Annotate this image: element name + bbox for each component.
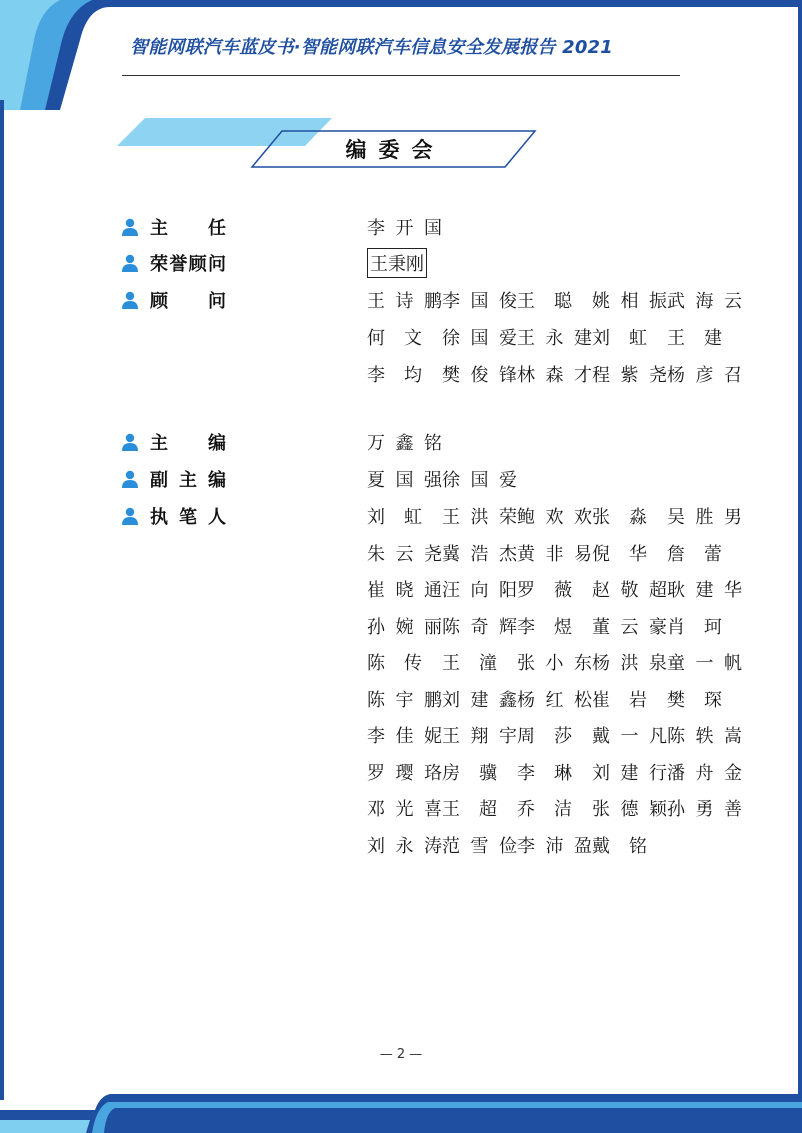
member-name: 陈 轶 嵩 — [667, 726, 742, 747]
names-line — [367, 613, 742, 639]
member-name: 黄 非 易 — [517, 544, 592, 565]
member-name: 万 鑫 铭 — [367, 433, 442, 454]
member-name: 李 佳 妮 — [367, 726, 442, 747]
role-label: 执 笔 人 — [150, 507, 226, 528]
member-name: 詹 蕾 — [667, 544, 722, 565]
member-name: 何 文 — [367, 328, 422, 349]
member-name: 童 一 帆 — [667, 653, 742, 674]
member-name: 鲍 欢 欢 — [517, 507, 592, 528]
member-name: 姚 相 振 — [592, 291, 667, 312]
header-rule — [122, 75, 680, 76]
name-gap — [422, 649, 442, 675]
member-name: 杨 洪 泉 — [592, 653, 667, 674]
member-name: 张 德 颖 — [592, 799, 667, 820]
member-name: 王 翔 宇 — [442, 726, 517, 747]
name-gap — [572, 759, 592, 785]
member-name: 樊 琛 — [667, 690, 722, 711]
section-title: 编委会 — [345, 138, 445, 162]
name-gap — [572, 795, 592, 821]
board-row — [122, 427, 442, 457]
member-name: 徐 国 爱 — [442, 328, 517, 349]
board-row — [122, 464, 517, 494]
name-gap — [647, 832, 667, 858]
member-name: 夏 国 强 — [367, 470, 442, 491]
name-gap — [572, 576, 592, 602]
name-gap — [722, 324, 742, 350]
member-name: 罗 璎 珞 — [367, 763, 442, 784]
role-label: 主 编 — [150, 433, 226, 454]
member-name: 耿 建 华 — [667, 580, 742, 601]
name-gap — [647, 324, 667, 350]
names-line — [367, 287, 742, 313]
name-gap — [497, 795, 517, 821]
role-label: 荣 誉 顾 问 — [150, 254, 226, 275]
member-name: 李 均 — [367, 365, 422, 386]
member-name: 王 永 建 — [517, 328, 592, 349]
name-gap — [572, 613, 592, 639]
member-name: 崔 晓 通 — [367, 580, 442, 601]
member-name: 乔 洁 — [517, 799, 572, 820]
name-gap — [647, 540, 667, 566]
names-line — [367, 248, 427, 278]
member-name: 张 淼 — [592, 507, 647, 528]
board-row — [122, 501, 742, 531]
names-line — [367, 795, 742, 821]
person-icon — [122, 291, 138, 309]
board-row — [122, 285, 742, 315]
person-icon — [122, 470, 138, 488]
name-gap — [497, 759, 517, 785]
member-name: 杨 彦 召 — [667, 365, 742, 386]
name-gap — [572, 722, 592, 748]
member-name: 李 沛 盈 — [517, 836, 592, 857]
member-name: 周 莎 — [517, 726, 572, 747]
member-name: 潘 舟 金 — [667, 763, 742, 784]
member-name: 吴 胜 男 — [667, 507, 742, 528]
member-name: 程 紫 尧 — [592, 365, 667, 386]
names-line — [367, 214, 442, 240]
names-line — [367, 832, 667, 858]
member-name: 孙 婉 丽 — [367, 617, 442, 638]
name-gap — [422, 503, 442, 529]
names-line — [367, 361, 742, 387]
member-name: 陈 宇 鹏 — [367, 690, 442, 711]
member-name: 戴 铭 — [592, 836, 647, 857]
role-label: 主 任 — [150, 218, 226, 239]
names-line — [367, 759, 742, 785]
names-line — [367, 540, 742, 566]
name-gap — [422, 361, 442, 387]
member-name: 刘 虹 — [592, 328, 647, 349]
names-line — [367, 649, 742, 675]
member-name: 武 海 云 — [667, 291, 742, 312]
member-name: 杨 红 松 — [517, 690, 592, 711]
names-line — [367, 324, 742, 350]
names-line — [367, 722, 742, 748]
member-name: 李 国 俊 — [442, 291, 517, 312]
person-icon — [122, 507, 138, 525]
member-name: 徐 国 爱 — [442, 470, 517, 491]
member-name: 李 琳 — [517, 763, 572, 784]
member-name: 王 洪 荣 — [442, 507, 517, 528]
name-gap — [722, 686, 742, 712]
member-name: 肖 珂 — [667, 617, 722, 638]
member-name: 赵 敬 超 — [592, 580, 667, 601]
member-name: 董 云 豪 — [592, 617, 667, 638]
role-label: 顾 问 — [150, 291, 226, 312]
name-gap — [422, 324, 442, 350]
member-name: 刘 建 鑫 — [442, 690, 517, 711]
name-gap — [647, 686, 667, 712]
name-gap — [647, 503, 667, 529]
names-line — [367, 429, 442, 455]
member-name: 王 聪 — [517, 291, 572, 312]
member-name: 王 建 — [667, 328, 722, 349]
member-name: 范 雪 俭 — [442, 836, 517, 857]
person-icon — [122, 433, 138, 451]
member-name: 崔 岩 — [592, 690, 647, 711]
board-row — [122, 212, 442, 242]
names-line — [367, 503, 742, 529]
member-name: 张 小 东 — [517, 653, 592, 674]
member-name: 刘 永 涛 — [367, 836, 442, 857]
member-name: 戴 一 凡 — [592, 726, 667, 747]
member-name: 冀 浩 杰 — [442, 544, 517, 565]
role-label: 副 主 编 — [150, 470, 226, 491]
board-row — [122, 248, 424, 278]
name-gap — [572, 287, 592, 313]
member-name: 罗 薇 — [517, 580, 572, 601]
name-gap — [722, 613, 742, 639]
member-name: 王 潼 — [442, 653, 497, 674]
names-line — [367, 466, 517, 492]
member-name: 汪 向 阳 — [442, 580, 517, 601]
names-line — [367, 576, 742, 602]
member-name: 樊 俊 锋 — [442, 365, 517, 386]
member-name: 倪 华 — [592, 544, 647, 565]
name-gap — [722, 540, 742, 566]
member-name: 王秉刚 — [367, 248, 427, 278]
member-name: 李 开 国 — [367, 218, 442, 239]
member-name: 林 森 才 — [517, 365, 592, 386]
name-gap — [497, 649, 517, 675]
names-line — [367, 686, 742, 712]
person-icon — [122, 254, 138, 272]
page-number: — 2 — — [379, 1047, 423, 1062]
member-name: 王 诗 鹏 — [367, 291, 442, 312]
member-name: 邓 光 喜 — [367, 799, 442, 820]
member-name: 刘 虹 — [367, 507, 422, 528]
member-name: 房 骥 — [442, 763, 497, 784]
member-name: 王 超 — [442, 799, 497, 820]
person-icon — [122, 218, 138, 236]
member-name: 李 煜 — [517, 617, 572, 638]
member-name: 孙 勇 善 — [667, 799, 742, 820]
member-name: 刘 建 行 — [592, 763, 667, 784]
member-name: 陈 传 — [367, 653, 422, 674]
header-title: 智能网联汽车蓝皮书·智能网联汽车信息安全发展报告 2021 — [130, 37, 613, 58]
member-name: 朱 云 尧 — [367, 544, 442, 565]
member-name: 陈 奇 辉 — [442, 617, 517, 638]
